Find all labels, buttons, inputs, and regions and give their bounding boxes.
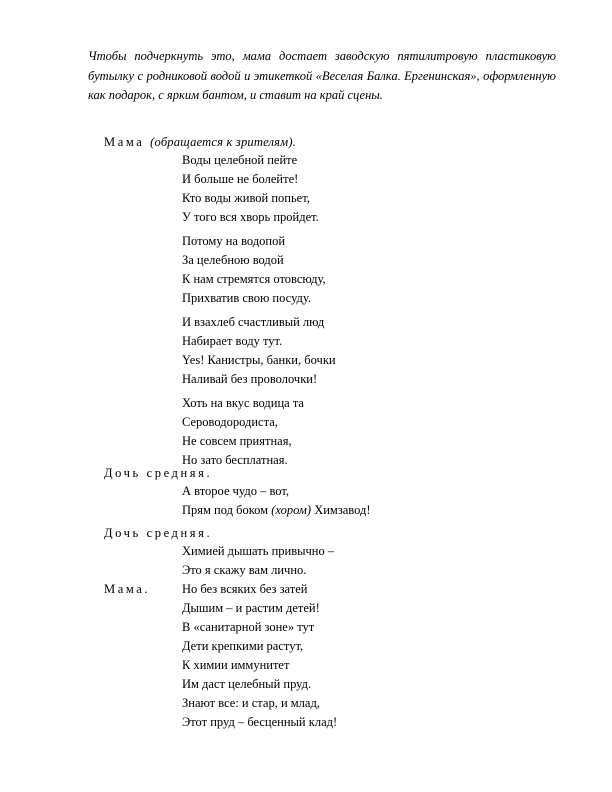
line-text: Химзавод!: [311, 503, 371, 517]
speaker-name: Дочь средняя.: [104, 466, 213, 480]
chorus-note: (хором): [271, 503, 312, 517]
speaker-mama: [104, 582, 150, 597]
verse-line: А второе чудо – вот,: [182, 484, 290, 498]
stage-direction: Чтобы подчеркнуть это, мама достает заводскую пятилитровую пластиковую бутылку с родниковой водой и этикеткой «Веселая Балка. Ергенинская», оформленную как подарок, с ярким бантом, и ставит на край сцены.: [88, 49, 556, 102]
verse-line: Но зато бесплатная.: [182, 453, 288, 467]
verse-line: Воды целебной пейте: [182, 153, 298, 167]
verse-line: Этот пруд – бесценный клад!: [182, 715, 338, 729]
speaker-middle-daughter: [104, 526, 212, 541]
verse-line: Химией дышать привычно –: [182, 544, 335, 558]
verse-line: Но без всяких без затей: [182, 582, 308, 596]
verse-mama-1: [182, 151, 336, 470]
speaker-name: Мама.: [104, 582, 151, 596]
verse-line: К нам стремятся отовсюду,: [182, 272, 326, 286]
verse-line: Хоть на вкус водица та: [182, 396, 304, 410]
verse-daughter-1: [182, 482, 371, 520]
verse-line: У того вся хворь пройдет.: [182, 210, 319, 224]
verse-line: Им даст целебный пруд.: [182, 677, 312, 691]
verse-line: [182, 501, 371, 520]
verse-mama-2: [182, 580, 337, 732]
verse-line: Знают все: и стар, и млад,: [182, 696, 320, 710]
verse-line: Наливай без проволочки!: [182, 372, 318, 386]
verse-line: За целебною водой: [182, 253, 284, 267]
speaker-name: Мама: [104, 135, 145, 149]
verse-line: Это я скажу вам лично.: [182, 563, 307, 577]
verse-line: И взахлеб счастливый люд: [182, 315, 325, 329]
verse-line: Дышим – и растим детей!: [182, 601, 320, 615]
verse-line: В «санитарной зоне» тут: [182, 620, 315, 634]
verse-line: Не совсем приятная,: [182, 434, 292, 448]
speaker-middle-daughter: [104, 466, 212, 481]
verse-line: Потому на водопой: [182, 234, 286, 248]
verse-daughter-2: [182, 542, 334, 580]
verse-line: Сероводородиста,: [182, 415, 278, 429]
verse-line: Набирает воду тут.: [182, 334, 283, 348]
verse-line: И больше не болейте!: [182, 172, 299, 186]
verse-line: Yes! Канистры, банки, бочки: [182, 353, 336, 367]
line-text: Прям под боком: [182, 503, 272, 517]
speaker-note: (обращается к зрителям).: [150, 135, 297, 149]
verse-line: Кто воды живой попьет,: [182, 191, 310, 205]
verse-line: Дети крепкими растут,: [182, 639, 304, 653]
speaker-mama: [104, 135, 296, 150]
speaker-name: Дочь средняя.: [104, 526, 213, 540]
verse-line: Прихватив свою посуду.: [182, 291, 312, 305]
verse-line: К химии иммунитет: [182, 658, 290, 672]
